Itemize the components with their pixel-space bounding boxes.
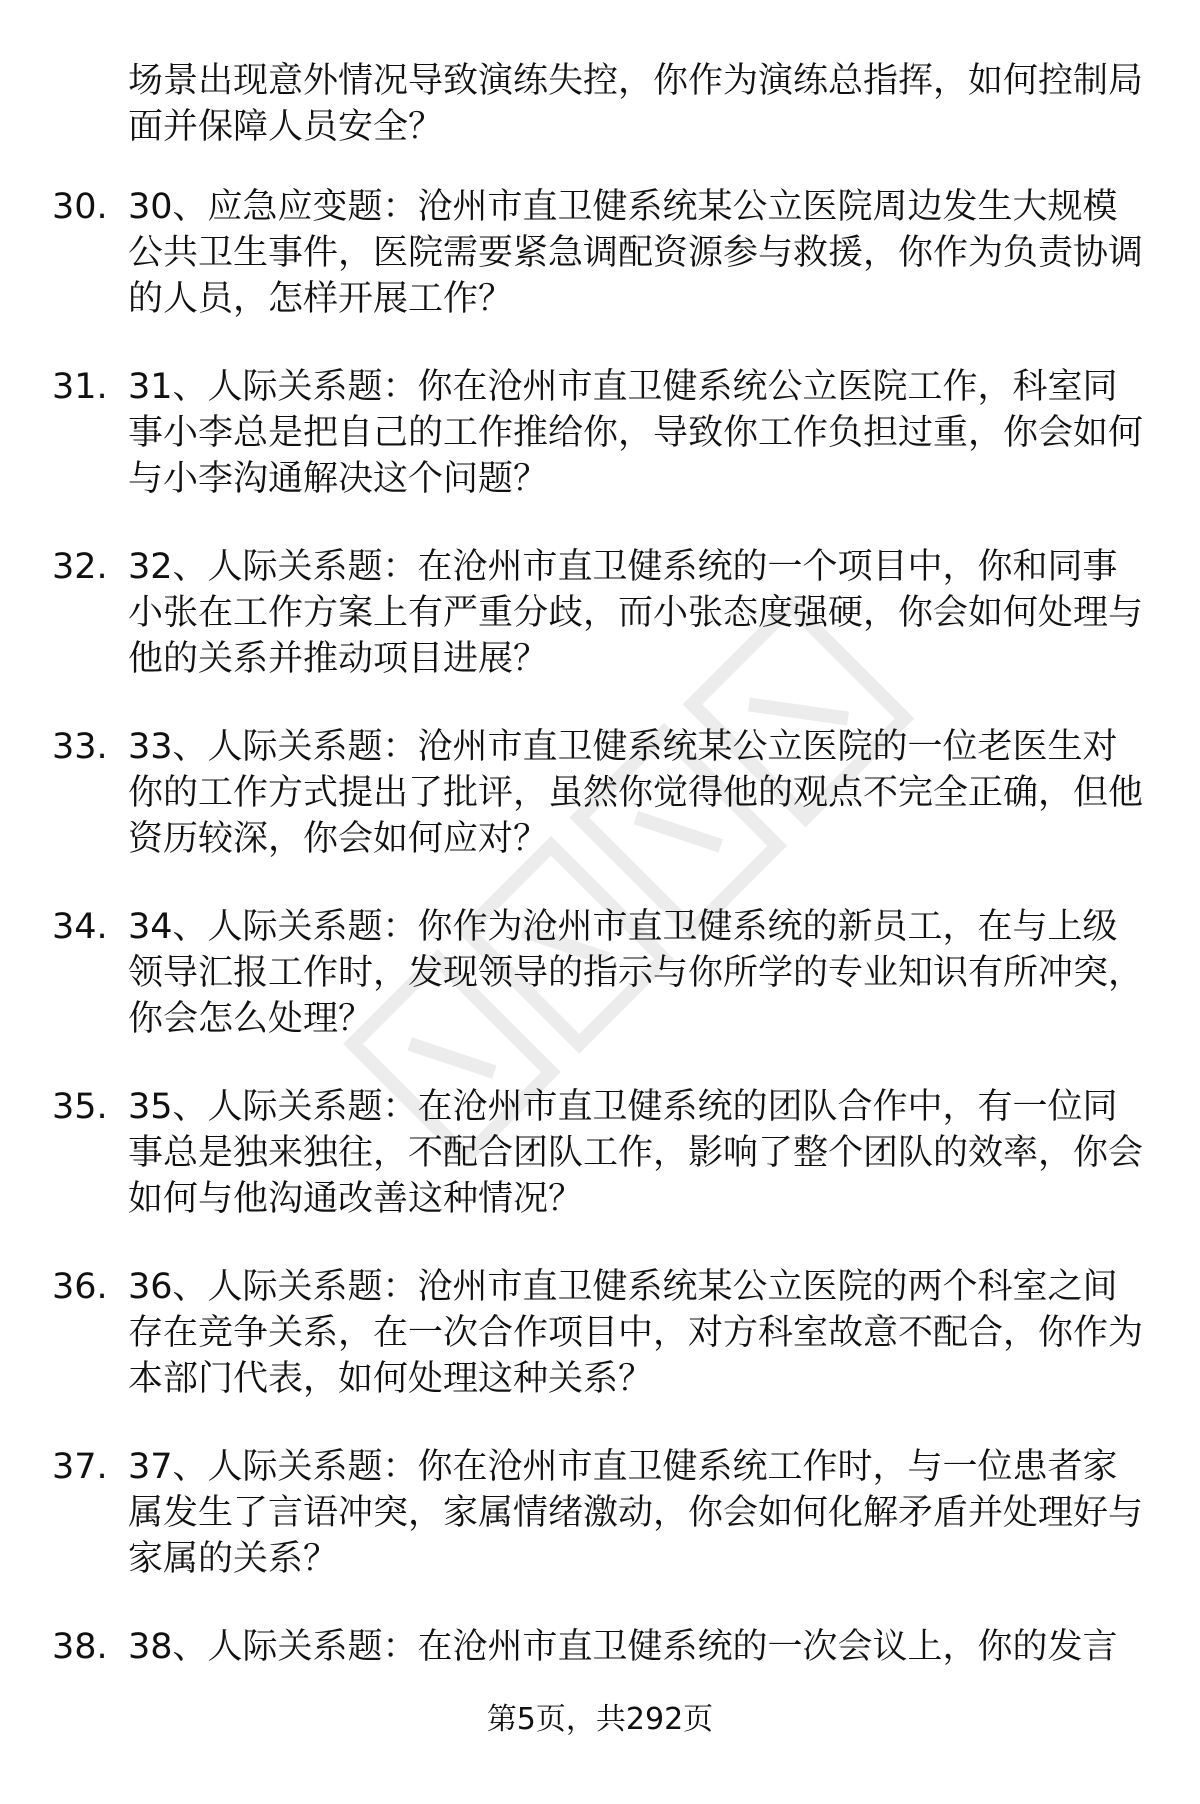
page-footer: 第5页，共292页 xyxy=(486,1702,714,1737)
question-number: 35. xyxy=(52,1087,108,1127)
question-item xyxy=(0,1084,1200,1264)
question-item xyxy=(0,364,1200,544)
question-item xyxy=(0,724,1200,904)
question-text: 35、人际关系题：在沧州市直卫健系统的团队合作中，有一位同事总是独来独往，不配合团队工作，影响了整个团队的效率，你会如何与他沟通改善这种情况？ xyxy=(128,1087,1144,1219)
question-number: 33. xyxy=(52,727,108,767)
previous-question-continuation: 场景出现意外情况导致演练失控，你作为演练总指挥，如何控制局面并保障人员安全？ xyxy=(128,61,1144,147)
question-list xyxy=(0,184,1200,1804)
question-text: 38、人际关系题：在沧州市直卫健系统的一次会议上，你的发言 xyxy=(128,1627,1118,1667)
question-number: 30. xyxy=(52,187,108,227)
question-number: 37. xyxy=(52,1447,108,1487)
question-text: 34、人际关系题：你作为沧州市直卫健系统的新员工，在与上级领导汇报工作时，发现领导的指示与你所学的专业知识有所冲突，你会怎么处理？ xyxy=(128,907,1144,1039)
question-text: 36、人际关系题：沧州市直卫健系统某公立医院的两个科室之间存在竞争关系，在一次合作项目中，对方科室故意不配合，你作为本部门代表，如何处理这种关系？ xyxy=(128,1267,1144,1399)
question-number: 36. xyxy=(52,1267,108,1307)
question-number: 38. xyxy=(52,1627,108,1667)
question-text: 33、人际关系题：沧州市直卫健系统某公立医院的一位老医生对你的工作方式提出了批评，虽然你觉得他的观点不完全正确，但他资历较深，你会如何应对？ xyxy=(128,727,1144,859)
question-item xyxy=(0,1444,1200,1624)
question-item xyxy=(0,544,1200,724)
question-number: 32. xyxy=(52,547,108,587)
question-item xyxy=(0,1264,1200,1444)
question-text: 30、应急应变题：沧州市直卫健系统某公立医院周边发生大规模公共卫生事件，医院需要紧急调配资源参与救援，你作为负责协调的人员，怎样开展工作？ xyxy=(128,187,1144,319)
question-text: 37、人际关系题：你在沧州市直卫健系统工作时，与一位患者家属发生了言语冲突，家属情绪激动，你会如何化解矛盾并处理好与家属的关系？ xyxy=(128,1447,1144,1579)
question-text: 32、人际关系题：在沧州市直卫健系统的一个项目中，你和同事小张在工作方案上有严重分歧，而小张态度强硬，你会如何处理与他的关系并推动项目进展？ xyxy=(128,547,1144,679)
question-number: 34. xyxy=(52,907,108,947)
question-text: 31、人际关系题：你在沧州市直卫健系统公立医院工作，科室同事小李总是把自己的工作推给你，导致你工作负担过重，你会如何与小李沟通解决这个问题？ xyxy=(128,367,1144,499)
question-number: 31. xyxy=(52,367,108,407)
question-item xyxy=(0,904,1200,1084)
question-item xyxy=(0,184,1200,364)
